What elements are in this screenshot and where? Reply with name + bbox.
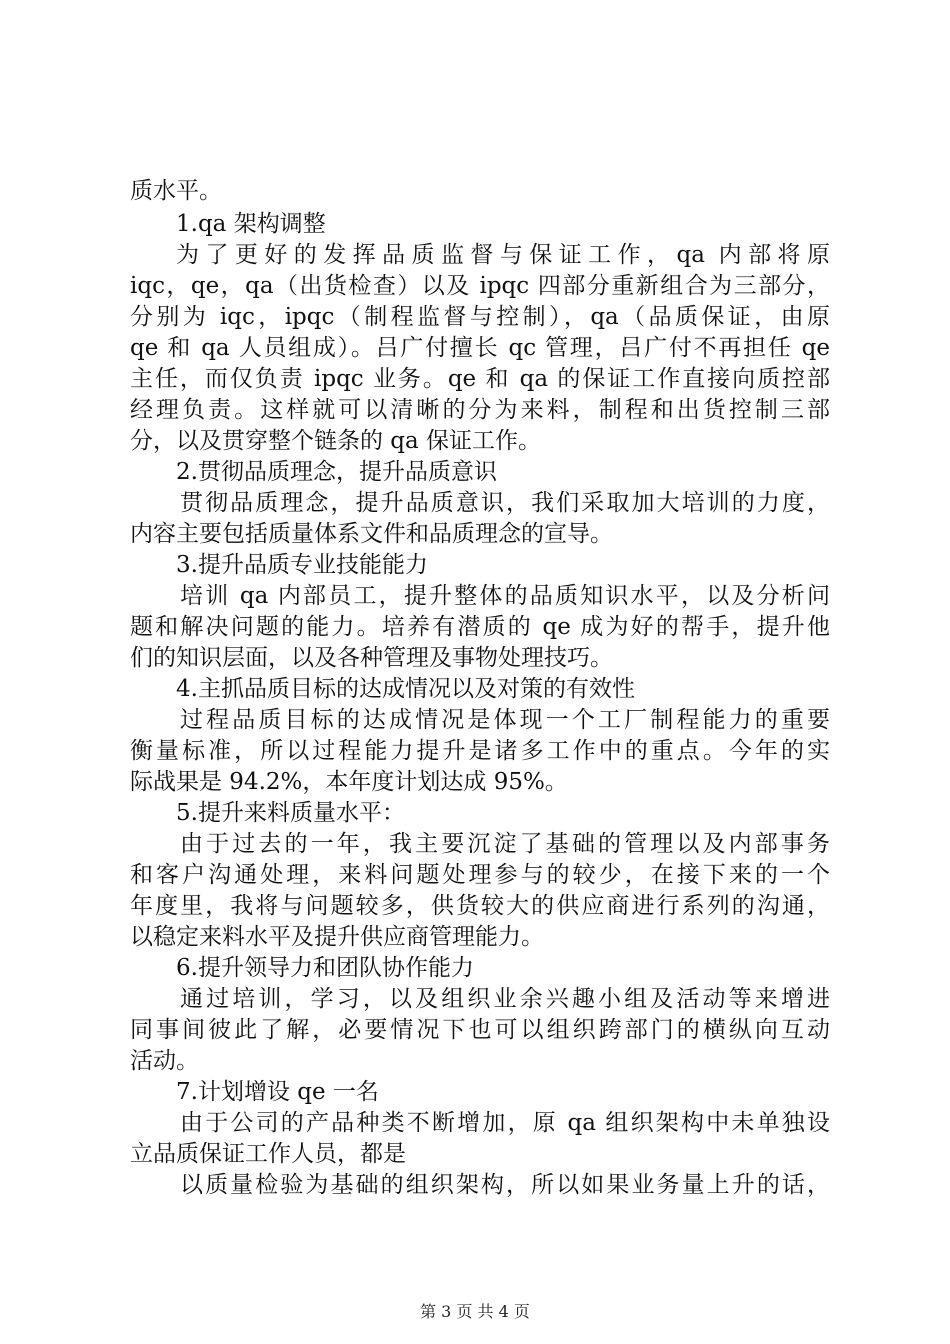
text-line: 通过培训，学习，以及组织业余兴趣小组及活动等来增进: [180, 986, 830, 1012]
text-line: 以稳定来料水平及提升供应商管理能力。: [130, 924, 544, 950]
text-line: 同事间彼此了解，必要情况下也可以组织跨部门的横纵向互动: [130, 1017, 830, 1043]
text-line: 和客户沟通处理，来料问题处理参与的较少，在接下来的一个: [130, 862, 830, 888]
text-line: 年度里，我将与问题较多，供货较大的供应商进行系列的沟通，: [130, 893, 830, 919]
text-line: 活动。: [130, 1048, 199, 1074]
page-number-footer: 第 3 页 共 4 页: [420, 1302, 530, 1321]
text-line: qe 和 qa 人员组成）。吕广付擅长 qc 管理，吕广付不再担任 qe: [130, 335, 830, 361]
section-heading: 7.计划增设 qe 一名: [176, 1079, 379, 1105]
text-line: 分别为 iqc，ipqc（制程监督与控制），qa（品质保证，由原: [130, 304, 830, 330]
section-heading: 2.贯彻品质理念，提升品质意识: [176, 459, 497, 485]
section-heading: 4.主抓品质目标的达成情况以及对策的有效性: [176, 676, 635, 702]
section-heading: 3.提升品质专业技能能力: [176, 552, 428, 578]
text-line: 由于公司的产品种类不断增加，原 qa 组织架构中未单独设: [180, 1110, 830, 1136]
text-line: 主任，而仅负责 ipqc 业务。qe 和 qa 的保证工作直接向质控部: [130, 366, 830, 392]
text-line: 际战果是 94.2%，本年度计划达成 95%。: [130, 769, 568, 795]
text-line: 内容主要包括质量体系文件和品质理念的宣导。: [130, 521, 613, 547]
text-line: 题和解决问题的能力。培养有潜质的 qe 成为好的帮手，提升他: [130, 614, 830, 640]
text-line: 们的知识层面，以及各种管理及事物处理技巧。: [130, 645, 613, 671]
text-line: 为了更好的发挥品质监督与保证工作，qa 内部将原: [176, 242, 830, 268]
text-line: iqc，qe，qa（出货检查）以及 ipqc 四部分重新组合为三部分，: [130, 273, 830, 299]
text-line: 由于过去的一年，我主要沉淀了基础的管理以及内部事务: [180, 831, 830, 857]
section-heading: 5.提升来料质量水平：: [176, 800, 405, 826]
text-line: 以质量检验为基础的组织架构，所以如果业务量上升的话，: [180, 1172, 830, 1198]
text-line: 经理负责。这样就可以清晰的分为来料，制程和出货控制三部: [130, 397, 830, 423]
text-line: 分，以及贯穿整个链条的 qa 保证工作。: [130, 428, 542, 454]
text-line: 质水平。: [130, 178, 222, 204]
text-line: 过程品质目标的达成情况是体现一个工厂制程能力的重要: [180, 707, 830, 733]
text-line: 培训 qa 内部员工，提升整体的品质知识水平，以及分析问: [180, 583, 830, 609]
text-line: 立品质保证工作人员，都是: [130, 1141, 406, 1167]
section-heading: 6.提升领导力和团队协作能力: [176, 955, 474, 981]
section-heading: 1.qa 架构调整: [176, 211, 326, 237]
text-line: 衡量标准，所以过程能力提升是诸多工作中的重点。今年的实: [130, 738, 830, 764]
text-line: 贯彻品质理念，提升品质意识，我们采取加大培训的力度，: [180, 490, 830, 516]
